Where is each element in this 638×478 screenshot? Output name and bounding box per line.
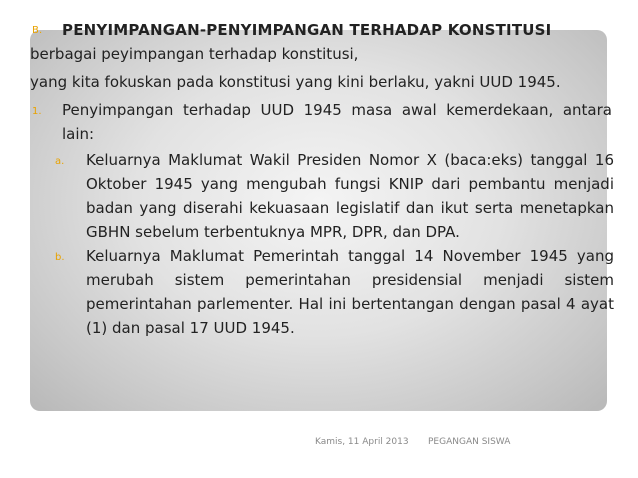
sub-item-b-marker: b. (55, 252, 65, 263)
list-item-1-marker: 1. (32, 106, 42, 117)
intro-line-1: berbagai peyimpangan terhadap konstitusi, (30, 45, 359, 63)
sub-item-a-text: Keluarnya Maklumat Wakil Presiden Nomor X (baca:eks) tanggal 16 Oktober 1945 yang mengubah fungsi KNIP dari pembantu menjadi badan yang diserahi kekuasaan legislatif dan ikut serta menetapkan GBHN sebelum terbentuknya MPR, DPR, dan DPA. (86, 151, 614, 241)
intro-line-2: yang kita fokuskan pada konstitusi yang kini berlaku, yakni UUD 1945. (30, 73, 561, 91)
footer-date: Kamis, 11 April 2013 (315, 437, 409, 447)
footer-title: PEGANGAN SISWA (428, 437, 511, 447)
section-marker: B. (32, 25, 43, 36)
list-item-1-text: Penyimpangan terhadap UUD 1945 masa awal kemerdekaan, antara lain: (62, 101, 612, 143)
section-title: PENYIMPANGAN-PENYIMPANGAN TERHADAP KONSTITUSI (62, 21, 552, 39)
sub-item-a-marker: a. (55, 156, 65, 167)
sub-item-b-text: Keluarnya Maklumat Pemerintah tanggal 14 November 1945 yang merubah sistem pemerintahan presidensial menjadi sistem pemerintahan parlementer. Hal ini bertentangan dengan pasal 4 ayat (1) dan pasal 17 UUD 1945. (86, 247, 614, 337)
